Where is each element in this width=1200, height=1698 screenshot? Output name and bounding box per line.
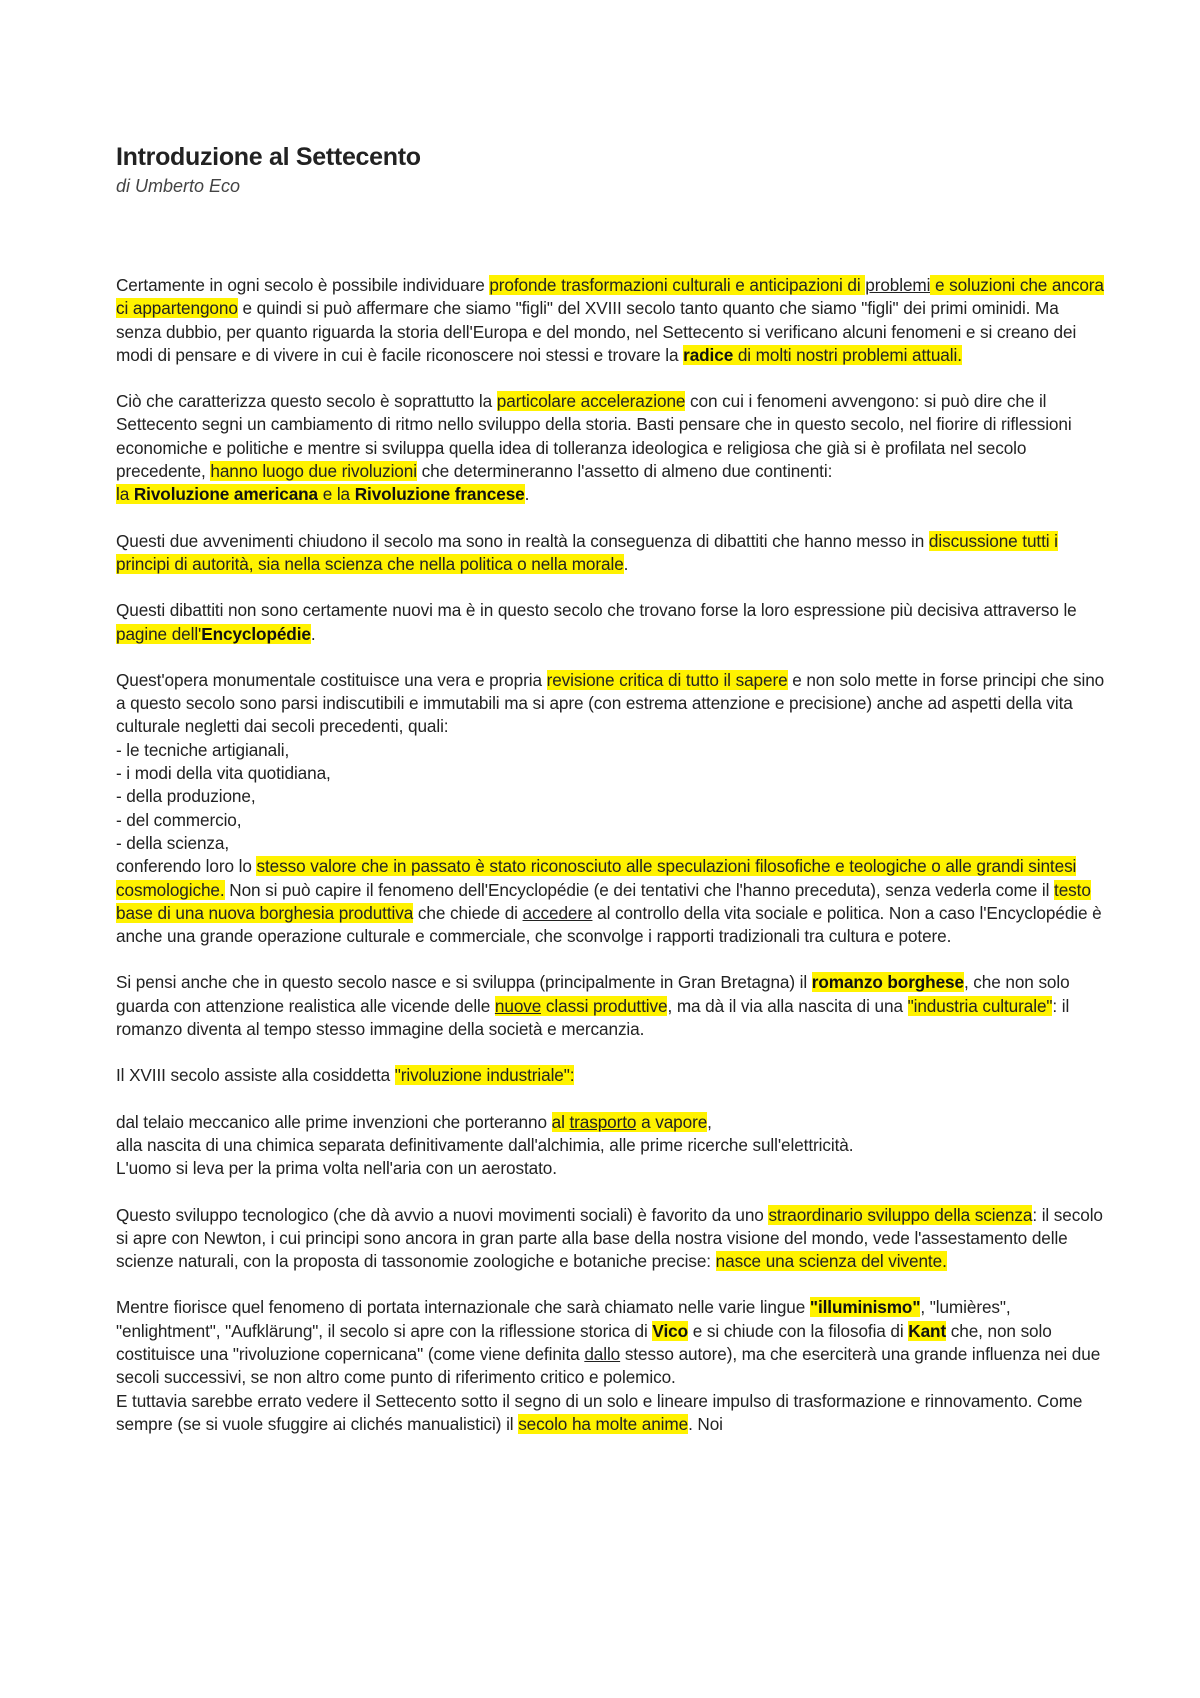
text-run: e si chiude con la filosofia di [688,1320,909,1341]
paragraph-7 [116,1064,1106,1087]
text-run: stesso autore), ma che eserciterà una grande influenza nei due secoli successivi, se non altro come punto di riferimento critico e polemico. [116,1343,1101,1388]
paragraph-2 [116,390,1106,506]
underlined-text: dallo [584,1343,621,1364]
highlighted-text: nasce una scienza del vivente. [715,1251,947,1272]
text-run: Questi due avvenimenti chiudono il secolo ma sono in realtà la conseguenza di dibattiti che hanno messo in [116,530,929,551]
highlighted-text: secolo ha molte anime [518,1413,689,1434]
paragraph-4 [116,599,1106,646]
text-run: Mentre fiorisce quel fenomeno di portata internazionale che sarà chiamato nelle varie lingue [116,1297,810,1318]
highlighted-text: testo base di una nuova borghesia produttiva [116,879,1091,923]
text-run: che, non solo costituisce una "rivoluzione copernicana" (come viene definita [116,1320,1052,1364]
text-run: E tuttavia sarebbe errato vedere il Settecento sotto il segno di un solo e lineare impulso di trasformazione e rinnovamento. Come sempre (se si vuole sfuggire ai clichés manualistici) il [116,1390,1083,1434]
text-run: dal telaio meccanico alle prime invenzioni che porteranno [116,1111,552,1132]
highlighted-text: particolare accelerazione [496,391,686,412]
list-item: - le tecniche artigianali, [116,739,290,760]
text-run: Quest'opera monumentale costituisce una vera e propria [116,669,547,690]
paragraph-10 [116,1296,1106,1436]
highlighted-text: a vapore [636,1111,708,1132]
text-run: e non solo mette in forse principi che sino a questo secolo sono parsi indiscutibili e immutabili ma si apre (con estrema attenzione e precisione) anche ad aspetti della vita culturale negletti dai secoli precedenti, quali: [116,669,1105,737]
text-run: . Noi [688,1413,723,1434]
text-run: che determineranno l'assetto di almeno due continenti: [416,461,833,482]
highlighted-text: pagine dell' [116,623,202,644]
author-line: di Umberto Eco [116,176,241,196]
text-run: : il romanzo diventa al tempo stesso immagine della società e mercanzia. [116,995,1070,1040]
highlighted-text: di molti nostri problemi attuali. [733,344,962,365]
underlined-highlighted-text: nuove [494,995,542,1016]
paragraph-9 [116,1204,1106,1274]
bold-highlighted-text: "illuminismo" [809,1297,921,1318]
text-run: Questo sviluppo tecnologico (che dà avvio a nuovi movimenti sociali) è favorito da uno [116,1204,769,1225]
paragraph-6 [116,971,1106,1041]
text-run: che chiede di [413,902,523,923]
highlighted-text: stesso valore che in passato è stato riconosciuto alle speculazioni filosofiche e teologiche o alle grandi sintesi cosmologiche. [116,856,1077,900]
text-run: conferendo loro lo [116,856,257,877]
highlighted-text: e la [318,484,355,505]
text-run: , ma dà il via alla nascita di una [667,995,908,1016]
bold-highlighted-text: Vico [652,1320,689,1341]
highlighted-text: al [551,1111,570,1132]
list-item: - della scienza, [116,832,230,853]
paragraph-8 [116,1111,1106,1181]
text-run: , che non solo guarda con attenzione realistica alle vicende delle [116,972,1070,1016]
text-run: , [707,1111,712,1132]
bold-highlighted-text: Encyclopédie [201,623,311,644]
text-run: Non si può capire il fenomeno dell'Encyclopédie (e dei tentativi che l'hanno preceduta), senza vederla come il [224,879,1055,900]
highlighted-text: profonde trasformazioni culturali e anticipazioni di [489,275,866,295]
bold-highlighted-text: radice [683,344,734,365]
text-run: Certamente in ogni secolo è possibile individuare [116,275,490,295]
bold-highlighted-text: Kant [908,1320,947,1341]
highlighted-text: la [116,484,134,505]
bold-highlighted-text: romanzo borghese [811,972,964,993]
bold-highlighted-text: Rivoluzione francese [354,484,525,505]
underlined-highlighted-text: trasporto [569,1111,637,1132]
underlined-text: accedere [522,902,593,923]
highlighted-text: "rivoluzione industriale": [394,1065,575,1086]
text-run: al controllo della vita sociale e politica. Non a caso l'Encyclopédie è anche una grande operazione culturale e commerciale, che sconvolge i rapporti tradizionali tra cultura e potere. [116,902,1102,947]
text-run: e quindi si può affermare che siamo "figli" del XVIII secolo tanto quanto che siamo "figli" dei primi ominidi. Ma senza dubbio, per quanto riguarda la storia dell'Europa e del mondo, nel Settecento si verificano alcuni fenomeni e si creano dei modi di pensare e di vivere in cui è facile riconoscere noi stessi e trovare la [116,298,1077,365]
highlighted-text: e soluzioni che ancora ci appartengono [116,275,1104,319]
text-run: con cui i fenomeni avvengono: si può dire che il Settecento segni un cambiamento di ritmo nello sviluppo della storia. Basti pensare che in questo secolo, nel fiorire di riflessioni economiche e politiche e mentre si sviluppa quella idea di tolleranza ideologica e religiosa che già si è profilata nel secolo precedente, [116,391,1072,482]
paragraph-5 [116,669,1106,949]
document-page [116,140,1106,1436]
list-item: - i modi della vita quotidiana, [116,763,331,784]
text-run: L'uomo si leva per la prima volta nell'aria con un aerostato. [116,1158,557,1179]
highlighted-text: revisione critica di tutto il sapere [546,669,788,690]
bold-highlighted-text: Rivoluzione americana [133,484,319,505]
text-run: . [623,553,629,574]
highlighted-text: straordinario sviluppo della scienza [768,1204,1033,1225]
text-run: . [524,484,530,505]
text-run: Si pensi anche che in questo secolo nasce e si sviluppa (principalmente in Gran Bretagna) il [116,972,812,993]
text-run: Ciò che caratterizza questo secolo è soprattutto la [116,391,497,412]
text-run: Questi dibattiti non sono certamente nuovi ma è in questo secolo che trovano forse la loro espressione più decisiva attraverso le [116,600,1077,621]
list-item: - della produzione, [116,786,256,807]
text-run: : il secolo si apre con Newton, i cui principi sono ancora in gran parte alla base della nostra visione del mondo, vede l'assestamento delle scienze naturali, con la proposta di tassonomie zoologiche e botaniche precise: [116,1204,1103,1272]
text-run: Il XVIII secolo assiste alla cosiddetta [116,1065,395,1086]
underlined-text: problemi [865,275,931,295]
highlighted-text: "industria culturale" [907,995,1053,1016]
page-title: Introduzione al Settecento [116,143,421,171]
highlighted-text: classi produttive [541,995,668,1016]
text-run: alla nascita di una chimica separata definitivamente dall'alchimia, alle prime ricerche sull'elettricità. [116,1134,854,1155]
highlighted-text: hanno luogo due rivoluzioni [210,461,417,482]
list-item: - del commercio, [116,809,242,830]
text-run: . [310,623,316,644]
text-run: , "lumières", "enlightment", "Aufklärung", il secolo si apre con la riflessione storica di [116,1297,1011,1341]
highlighted-text: discussione tutti i principi di autorità, sia nella scienza che nella politica o nella morale [116,530,1058,574]
paragraph-1 [116,274,1106,367]
paragraph-3 [116,530,1106,577]
